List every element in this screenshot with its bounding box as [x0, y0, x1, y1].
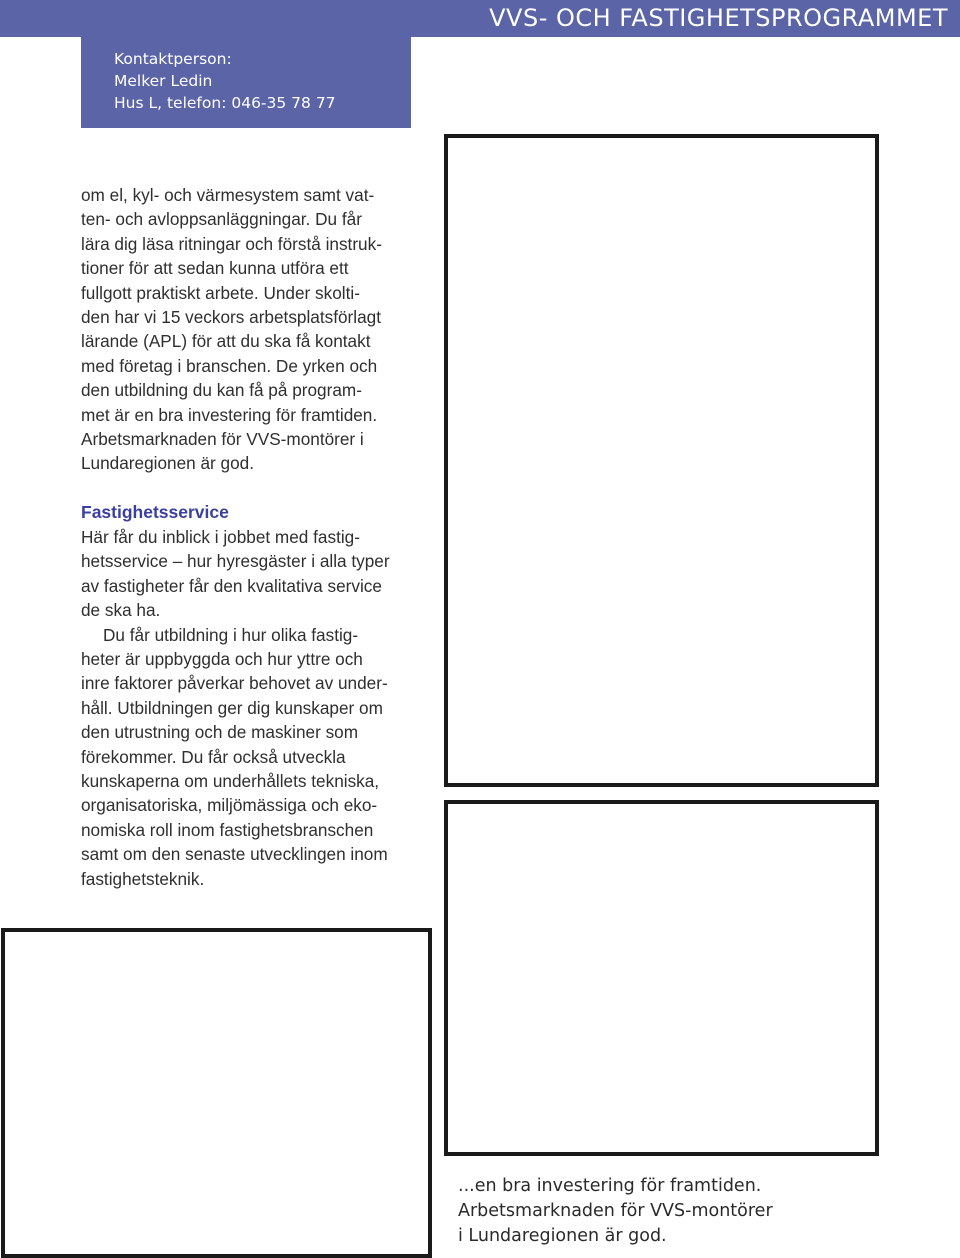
- text-line: de ska ha.: [81, 600, 161, 621]
- text-line: kunskaperna om underhållets tekniska,: [81, 771, 380, 792]
- text-line: fullgott praktiskt arbete. Under skolti-: [81, 282, 360, 303]
- text-line: Du får utbildning i hur olika fastig-: [103, 624, 359, 645]
- caption-line: Arbetsmarknaden för VVS-montörer: [458, 1201, 773, 1221]
- caption-line: i Lundaregionen är god.: [458, 1226, 667, 1246]
- text-line: förekommer. Du får också utveckla: [81, 746, 346, 767]
- text-line: ten- och avloppsanläggningar. Du får: [81, 209, 362, 230]
- photo-frame-middle-right: [444, 800, 879, 1156]
- text-line: lära dig läsa ritningar och förstå instruk-: [81, 233, 382, 254]
- text-line: tioner för att sedan kunna utföra ett: [81, 258, 349, 279]
- text-line: met är en bra investering för framtiden.: [81, 404, 378, 425]
- text-line: samt om den senaste utvecklingen inom: [81, 844, 388, 865]
- intro-paragraph: [81, 183, 421, 476]
- text-line: av fastigheter får den kvalitativa service: [81, 575, 382, 596]
- header-band: [0, 0, 960, 37]
- text-line: inre faktorer påverkar behovet av under-: [81, 673, 388, 694]
- text-line: heter är uppbyggda och hur yttre och: [81, 649, 363, 670]
- text-line: hetsservice – hur hyresgäster i alla typer: [81, 551, 390, 572]
- contact-label: Kontaktperson:: [114, 50, 232, 68]
- text-line: Här får du inblick i jobbet med fastig-: [81, 527, 360, 547]
- text-line: med företag i branschen. De yrken och: [81, 355, 378, 376]
- fastighetsservice-text: [81, 525, 421, 891]
- photo-frame-top-right: [444, 134, 879, 787]
- text-line: den har vi 15 veckors arbetsplatsförlagt: [81, 307, 381, 328]
- photo-frame-bottom-left: [1, 928, 432, 1258]
- photo-caption: [458, 1174, 958, 1249]
- text-line: håll. Utbildningen ger dig kunskaper om: [81, 697, 383, 718]
- text-line: lärande (APL) för att du ska få kontakt: [81, 331, 371, 352]
- text-line: den utrustning och de maskiner som: [81, 722, 359, 743]
- contact-location-phone: Hus L, telefon: 046-35 78 77: [114, 94, 336, 112]
- text-line: Lundaregionen är god.: [81, 453, 254, 474]
- text-line: den utbildning du kan få på program-: [81, 380, 362, 401]
- text-line: nomiska roll inom fastighetsbranschen: [81, 819, 374, 840]
- caption-line: ...en bra investering för framtiden.: [458, 1176, 762, 1196]
- contact-name: Melker Ledin: [114, 72, 213, 90]
- section-heading-fastighetsservice: Fastighetsservice: [81, 502, 229, 522]
- program-title: VVS- OCH FASTIGHETSPROGRAMMET: [489, 4, 948, 32]
- contact-box: [81, 37, 411, 128]
- text-line: organisatoriska, miljömässiga och eko-: [81, 795, 378, 816]
- text-line: fastighetsteknik.: [81, 868, 205, 889]
- text-line: Arbetsmarknaden för VVS-montörer i: [81, 429, 364, 450]
- text-line: om el, kyl- och värmesystem samt vat-: [81, 185, 375, 205]
